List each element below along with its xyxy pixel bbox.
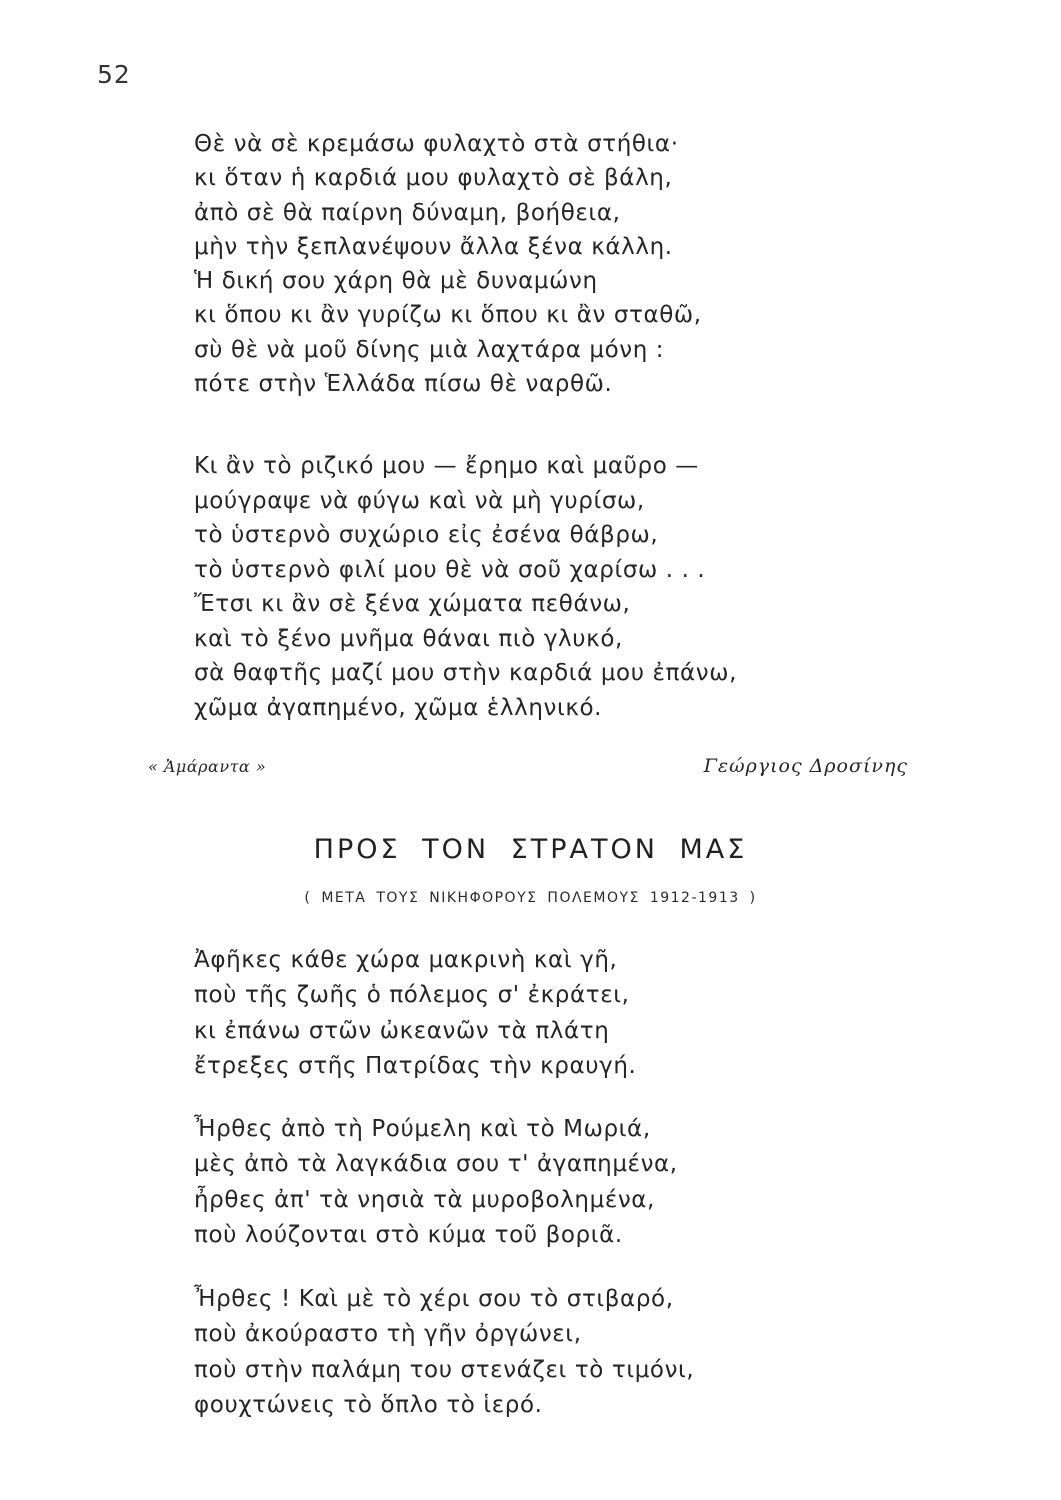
poem-author: Γεώργιος Δροσίνης xyxy=(703,755,908,777)
verse-line: Ἡ δική σου χάρη θὰ μὲ δυναμώνη xyxy=(194,268,598,295)
verse-line: τὸ ὑστερνὸ συχώριο εἰς ἐσένα θάβρω, xyxy=(194,522,659,548)
poem-subtitle: ( ΜΕΤΑ ΤΟΥΣ ΝΙΚΗΦΟΡΟΥΣ ΠΟΛΕΜΟΥΣ 1912-1913 ) xyxy=(304,890,757,906)
verse-line: ποὺ τῆς ζωῆς ὁ πόλεμος σ' ἐκράτει, xyxy=(194,982,630,1009)
verse-line: σὰ θαφτῆς μαζί μου στὴν καρδιά μου ἐπάνω, xyxy=(194,660,737,686)
poem2-stanza-3 xyxy=(194,1282,694,1423)
verse-line: ἦρθες ἀπ' τὰ νησιὰ τὰ μυροβολημένα, xyxy=(194,1186,655,1213)
verse-line: Θὲ νὰ σὲ κρεμάσω φυλαχτὸ στὰ στήθια· xyxy=(194,131,679,157)
verse-line: μὲς ἀπὸ τὰ λαγκάδια σου τ' ἀγαπημένα, xyxy=(194,1151,678,1178)
verse-line: κι ἐπάνω στῶν ὠκεανῶν τὰ πλάτη xyxy=(194,1017,610,1044)
verse-line: Κι ἂν τὸ ριζικό μου — ἔρημο καὶ μαῦρο — xyxy=(194,453,699,479)
verse-line: τὸ ὑστερνὸ φιλί μου θὲ νὰ σοῦ χαρίσω . . . xyxy=(194,556,706,583)
verse-line: Ἦρθες ἀπὸ τὴ Ρούμελη καὶ τὸ Μωριά, xyxy=(194,1116,651,1142)
verse-line: Ἀφῆκες κάθε χώρα μακρινὴ καὶ γῆ, xyxy=(194,947,618,973)
verse-line: Ἦρθες ! Καὶ μὲ τὸ χέρι σου τὸ στιβαρό, xyxy=(194,1286,674,1312)
verse-line: πότε στὴν Ἑλλάδα πίσω θὲ ναρθῶ. xyxy=(194,371,613,398)
verse-line: σὺ θὲ νὰ μοῦ δίνης μιὰ λαχτάρα μόνη : xyxy=(194,336,665,363)
verse-line: κι ὅταν ἡ καρδιά μου φυλαχτὸ σὲ βάλη, xyxy=(194,165,673,192)
poem-title: ΠΡΟΣ ΤΟΝ ΣΤΡΑΤΟΝ ΜΑΣ xyxy=(313,834,748,865)
poem2-stanza-1 xyxy=(194,943,636,1084)
verse-line: Ἔτσι κι ἂν σὲ ξένα χώματα πεθάνω, xyxy=(194,591,631,617)
poem-source: « Ἀμάραντα » xyxy=(148,757,267,776)
verse-line: ἔτρεξες στῆς Πατρίδας τὴν κραυγή. xyxy=(194,1052,637,1079)
verse-line: καὶ τὸ ξένο μνῆμα θάναι πιὸ γλυκό, xyxy=(194,625,623,652)
verse-line: ποὺ λούζονται στὸ κύμα τοῦ βοριᾶ. xyxy=(194,1221,623,1248)
page-number: 52 xyxy=(97,60,131,89)
verse-line: χῶμα ἀγαπημένο, χῶμα ἑλληνικό. xyxy=(194,694,603,721)
verse-line: κι ὅπου κι ἂν γυρίζω κι ὅπου κι ἂν σταθῶ, xyxy=(194,302,702,329)
poem1-stanza-2 xyxy=(194,449,737,725)
verse-line: ἀπὸ σὲ θὰ παίρνη δύναμη, βοήθεια, xyxy=(194,199,621,226)
verse-line: φουχτώνεις τὸ ὅπλο τὸ ἱερό. xyxy=(194,1391,543,1418)
verse-line: μὴν τὴν ξεπλανέψουν ἄλλα ξένα κάλλη. xyxy=(194,233,673,260)
verse-line: ποὺ ἀκούραστο τὴ γῆν ὀργώνει, xyxy=(194,1321,582,1348)
poem2-stanza-2 xyxy=(194,1112,678,1253)
poem1-stanza-1 xyxy=(194,127,702,401)
verse-line: ποὺ στὴν παλάμη του στενάζει τὸ τιμόνι, xyxy=(194,1356,695,1383)
verse-line: μούγραψε νὰ φύγω καὶ νὰ μὴ γυρίσω, xyxy=(194,487,645,514)
